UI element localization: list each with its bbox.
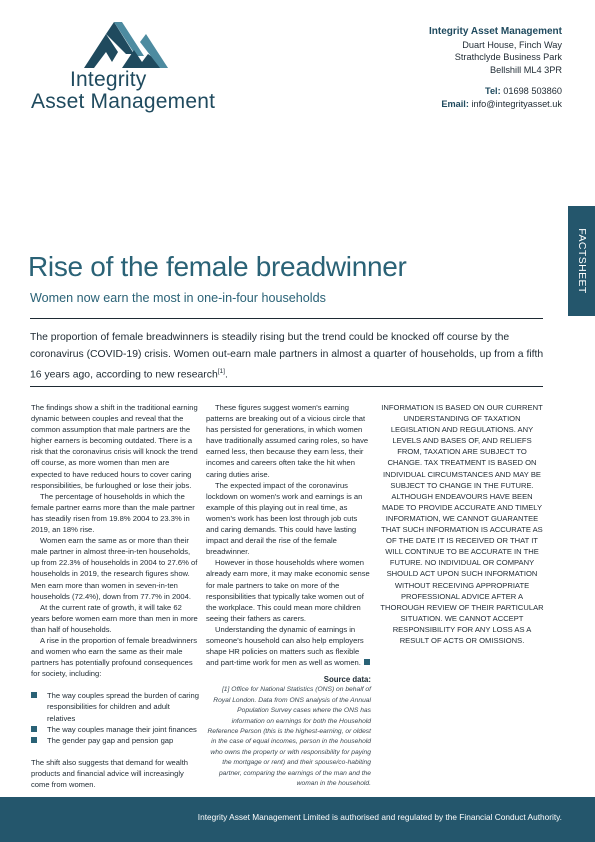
email-label: Email:: [441, 98, 469, 109]
col2-paragraph-3: However in those households where women already earn more, it may make economic sense for male partners to take on more of the responsibilities that typically take women out of the workplace. This could mean more children seeing their fathers as carers.: [206, 558, 370, 623]
col1-paragraph-4: At the current rate of growth, it will take 62 years before women earn more than men in more than half of households.: [31, 602, 198, 634]
intro-paragraph: [30, 329, 545, 383]
divider-top: [30, 318, 543, 319]
end-mark-square-icon: [364, 659, 370, 665]
col1-paragraph-1: The findings show a shift in the traditional earning dynamic between couples and reveal that the common assumption that male partners are the higher earners is becoming outdated. There is a risk that the coronavirus crisis will knock the trend off course, as more women than men are expected to have reduced hours to cover caring responsibilities, be furloughed or lose their jobs.: [31, 403, 198, 490]
footer-regulatory-text: Integrity Asset Management Limited is authorised and regulated by the Financial Conduct Authority.: [197, 812, 562, 822]
company-logo: [28, 22, 228, 114]
list-item-text: The gender pay gap and pension gap: [47, 735, 174, 745]
factsheet-tab: [568, 206, 595, 316]
factsheet-tab-label: FACTSHEET: [575, 228, 588, 294]
telephone-label: Tel:: [485, 86, 501, 97]
col2-paragraph-2: The expected impact of the coronavirus lockdown on women's work and earnings is an example of this playing out in real time, as women's work has been lost through job cuts and caring demands. This could have lasting impact and derail the rise of the female breadwinner.: [206, 480, 363, 557]
column-2: [206, 402, 371, 789]
bullet-square-icon: [31, 692, 37, 698]
bullet-square-icon: [31, 737, 37, 743]
article-title: Rise of the female breadwinner: [28, 251, 407, 282]
intro-text: The proportion of female breadwinners is steadily rising but the trend could be knocked off course by the coronavirus (COVID-19) crisis. Women out-earn male partners in almost a quarter of households, up from a fifth 16 years ago, according to new research: [30, 332, 544, 381]
telephone-line: [429, 85, 562, 98]
col2-paragraph-4: [206, 624, 371, 668]
contact-company-name: Integrity Asset Management: [429, 26, 562, 37]
divider-bottom: [30, 386, 543, 387]
telephone-number[interactable]: 01698 503860: [503, 86, 562, 97]
bullet-square-icon: [31, 726, 37, 732]
logo-text-line2: Asset Management: [31, 90, 216, 113]
email-line: [429, 98, 562, 111]
logo-text-line1: Integrity: [70, 68, 147, 91]
col1-paragraph-6: The shift also suggests that demand for wealth products and financial advice will increasingly come from women.: [31, 757, 189, 789]
list-item: [31, 724, 199, 735]
col2-paragraph-1: These figures suggest women's earning patterns are breaking out of a vicious circle that has persisted for generations, in which women have traditionally assumed caring roles, so have earned less, then because they earn less, their incomes and careers often take the hit when caring duties arise.: [206, 403, 369, 479]
email-address[interactable]: info@integrityasset.uk: [471, 98, 562, 109]
list-item-text: The way couples spread the burden of caring responsibilities for children and adult relatives: [47, 691, 199, 723]
address-line-1: Duart House, Finch Way: [462, 39, 562, 50]
intro-text-end: .: [224, 369, 228, 381]
footer-bar: [0, 797, 595, 842]
col1-paragraph-3: Women earn the same as or more than their male partner in almost three-in-ten households, up from 22.3% of households in 2004 to 27.6% of households in 2019, the research figures show. Men earn more than women in seven-in-ten households (72.4%), down from 77.7% in 2004.: [31, 536, 198, 601]
disclaimer: INFORMATION IS BASED ON OUR CURRENT UNDERSTANDING OF TAXATION LEGISLATION AND REGULATIONS. ANY LEVELS AND BASES OF, AND RELIEFS FROM, TAXATION ARE SUBJECT TO CHANGE. TAX TREATMENT IS BASED ON INDIVIDUAL CIRCUMSTANCES AND MAY BE SUBJECT TO CHANGE IN THE FUTURE. ALTHOUGH ENDEAVOURS HAVE BEEN MADE TO PROVIDE ACCURATE AND TIMELY INFORMATION, WE CANNOT GUARANTEE THAT SUCH INFORMATION IS ACCURATE AS OF THE DATE IT IS RECEIVED OR THAT IT WILL CONTINUE TO BE ACCURATE IN THE FUTURE. NO INDIVIDUAL OR COMPANY SHOULD ACT UPON SUCH INFORMATION WITHOUT RECEIVING APPROPRIATE PROFESSIONAL ADVICE AFTER A THOROUGH REVIEW OF THEIR PARTICULAR SITUATION. WE CANNOT ACCEPT RESPONSIBILITY FOR ANY LOSS AS A RESULT OF ACTS OR OMISSIONS.: [380, 403, 544, 645]
col2-paragraph-4-text: Understanding the dynamic of earnings in someone's household can also help employers shape HR policies on matters such as flexible and part-time work for men as well as women.: [206, 624, 364, 668]
article-subtitle: Women now earn the most in one-in-four households: [30, 291, 326, 305]
mountain-logo-icon: [84, 22, 168, 70]
col1-paragraph-5: A rise in the proportion of female breadwinners and women who earn the same as their male partners has potentially profound consequences for society, including:: [31, 635, 198, 679]
list-item: [31, 735, 199, 746]
source-text: [1] Office for National Statistics (ONS) on behalf of Royal London. Data from ONS analysis of the Annual Population Survey cases where the ONS has information on earnings for both the Household Reference Person (this is the highest-earning, or oldest in the case of equal incomes, person in the household who owns the property or with responsibility for paying the mortgage or rent) and their spouse/co-habiting partner, comparing the earnings of the man and the woman in the household.: [207, 686, 371, 787]
column-1: [31, 402, 199, 790]
list-item: [31, 690, 199, 723]
contact-block: [429, 26, 562, 111]
col1-paragraph-2: The percentage of households in which the female partner earns more than the male partner has steadily risen from 19.8% 2004 to 23.3% in 2019, an 18% rise.: [31, 491, 195, 535]
intro-footnote-ref: [1]: [217, 368, 225, 375]
address-line-2: Strathclyde Business Park: [454, 52, 562, 63]
list-item-text: The way couples manage their joint finances: [47, 724, 197, 734]
address-line-3: Bellshill ML4 3PR: [490, 64, 562, 75]
source-heading: Source data:: [323, 675, 371, 685]
consequences-list: [31, 690, 199, 745]
